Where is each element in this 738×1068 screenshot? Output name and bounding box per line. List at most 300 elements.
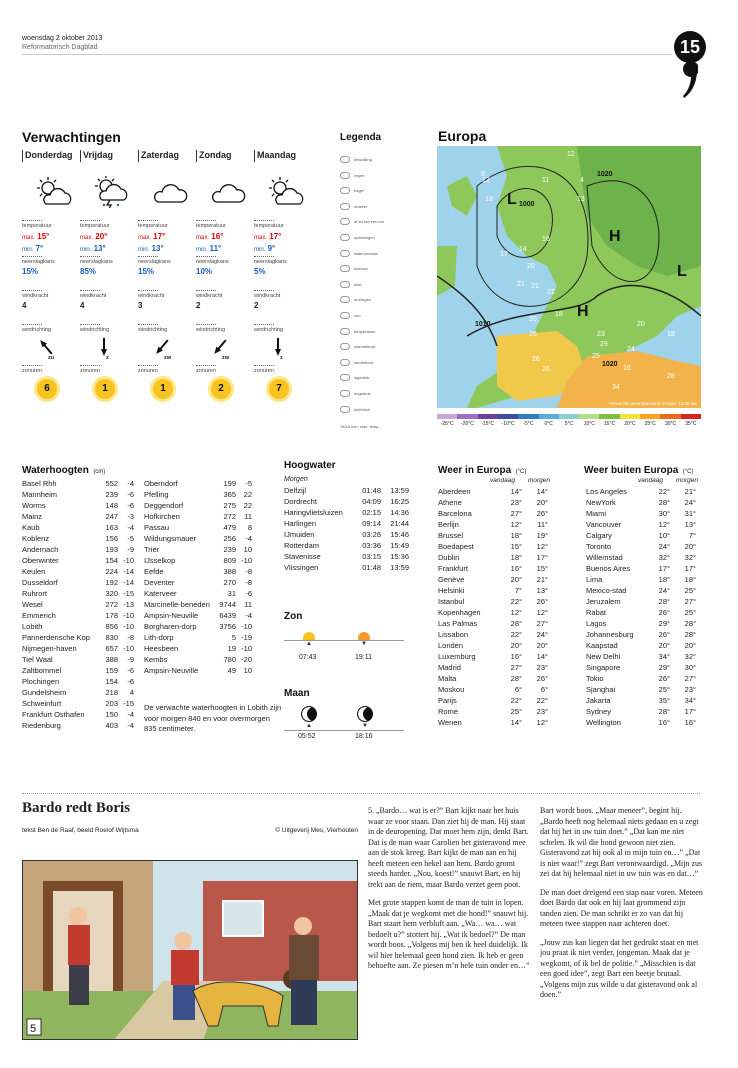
cell-value: 270 [223, 578, 236, 587]
map-temp: 12 [482, 177, 490, 184]
table-row [586, 640, 698, 651]
table-row [438, 508, 550, 519]
cell-name: Los Angeles [586, 487, 627, 496]
table-row [438, 497, 550, 508]
cell-value: 27° [510, 509, 522, 518]
cell-value: -5 [127, 534, 134, 543]
table-row [438, 706, 550, 717]
legend-symbol-icon [340, 281, 350, 288]
map-svg [437, 146, 701, 408]
cell-value: 24° [658, 586, 670, 595]
sunset-arrow-icon: ▼ [361, 641, 367, 647]
cell-value: 6° [540, 685, 548, 694]
wind-label: windkracht [22, 290, 42, 299]
rain-label: neerslagkans [196, 256, 216, 265]
scale-label: 20°C [624, 421, 636, 427]
cell-value: -9 [127, 545, 134, 554]
table-row [22, 588, 134, 599]
scale-label: 35°C [685, 421, 697, 427]
legend-symbol-icon [340, 390, 350, 397]
cell-value: 30° [658, 509, 670, 518]
moonset-time: 18:16 [355, 733, 373, 740]
europe-weather-map [437, 146, 701, 408]
table-row [438, 673, 550, 684]
cell-name: Aberdeen [438, 487, 471, 496]
cell-name: Katerveer [144, 589, 177, 598]
cell-name: Harlingen [284, 519, 317, 528]
cell-name: Wenen [438, 718, 462, 727]
cell-value: 34° [684, 696, 696, 705]
cell-name: Borgharen-dorp [144, 622, 197, 631]
cell-value: -9 [127, 655, 134, 664]
table-row [144, 643, 252, 654]
rain-label: neerslagkans [254, 256, 274, 265]
table-row [438, 629, 550, 640]
cell-value: 15:36 [390, 552, 409, 561]
cell-name: Lobith [22, 622, 43, 631]
cell-value: 479 [223, 523, 236, 532]
sunset-icon [358, 632, 370, 640]
cell-value: 856 [105, 622, 118, 631]
cell-value: 5 [231, 633, 236, 642]
cell-name: Brussel [438, 531, 464, 540]
cell-name: Wesel [22, 600, 43, 609]
map-temp: 12 [567, 151, 575, 158]
cell-value: 20° [658, 641, 670, 650]
map-temp: 26 [529, 331, 537, 338]
cell-name: Mainz [22, 512, 43, 521]
moonrise-icon [301, 706, 317, 722]
cell-value: 49 [227, 666, 236, 675]
cell-value: 01:48 [362, 486, 381, 495]
cell-value: 18° [510, 531, 522, 540]
table-row [144, 511, 252, 522]
cell-value: 10 [243, 666, 252, 675]
cell-value: 16:25 [390, 497, 409, 506]
cell-name: Sjanghai [586, 685, 616, 694]
cell-value: -6 [127, 490, 134, 499]
cell-value: -20 [241, 655, 252, 664]
cell-name: Kaub [22, 523, 40, 532]
cell-value: 218 [105, 688, 118, 697]
table-row [438, 563, 550, 574]
thunder-cloud-icon [92, 176, 137, 210]
max-temp [196, 232, 253, 241]
scale-swatch [579, 414, 599, 419]
cell-name: Worms [22, 501, 46, 510]
sun-hours-wrap [269, 379, 311, 399]
cell-value: -10 [123, 622, 134, 631]
legend-symbol-icon [340, 343, 350, 350]
table-row [22, 654, 134, 665]
table-row [22, 665, 134, 676]
scale-label: 5°C [564, 421, 574, 427]
cell-name: Oberwinter [22, 556, 59, 565]
legend-temp-format: 18/16 min. max. temp. [340, 424, 380, 429]
cell-name: Buenos Aires [586, 564, 631, 573]
cell-value: 11 [244, 512, 252, 521]
cell-name: Ruhrort [22, 589, 48, 598]
cell-value: 26° [536, 509, 548, 518]
table-row [438, 640, 550, 651]
cell-value: -8 [245, 567, 252, 576]
rain-label: neerslagkans [138, 256, 158, 265]
cell-value: 20° [684, 542, 696, 551]
cell-value: 28° [658, 597, 670, 606]
sun-cloud-icon [34, 176, 79, 210]
high-pressure-label: H [609, 228, 621, 245]
cell-value: -8 [245, 578, 252, 587]
legend-label: bewolking [354, 157, 372, 162]
cell-value: 27° [510, 663, 522, 672]
cell-value: 25° [684, 586, 696, 595]
cell-name: Malta [438, 674, 457, 683]
legend-item [340, 281, 361, 288]
cell-value: 22° [510, 696, 522, 705]
cell-name: Zaltbommel [22, 666, 62, 675]
sun-hours-value: 6 [37, 379, 57, 399]
table-row [22, 643, 134, 654]
cell-value: 28° [658, 498, 670, 507]
wind-dir-value: zu [48, 355, 55, 361]
table-row [438, 695, 550, 706]
legend-item [340, 312, 360, 319]
cell-value: 01:48 [362, 563, 381, 572]
legend-symbol-icon [340, 374, 350, 381]
rain-label: neerslagkans [80, 256, 100, 265]
cell-value: 16° [510, 564, 522, 573]
table-row [144, 544, 252, 555]
legend-symbol-icon [340, 234, 350, 241]
weather-eu-heading [438, 460, 526, 478]
table-row [144, 665, 252, 676]
table-row [586, 673, 698, 684]
cell-name: Singapore [586, 663, 621, 672]
sun-label: zonuren [254, 365, 274, 374]
low-pressure-label: L [507, 191, 517, 208]
legend-label: regen [354, 172, 365, 178]
cell-value: 04:09 [362, 497, 381, 506]
cell-value: 13:59 [390, 486, 409, 495]
table-row [22, 599, 134, 610]
table-row [144, 654, 252, 665]
table-row [586, 651, 698, 662]
wind-value: 2 [254, 301, 259, 310]
cell-value: -6 [127, 501, 134, 510]
cell-name: Tokio [586, 674, 604, 683]
tide-sub: Morgen [284, 476, 308, 483]
cell-name: Haringvlietsluizen [284, 508, 343, 517]
cell-value: 31° [684, 509, 696, 518]
water-note: De verwachte waterhoogten in Lobith zijn voor morgen 840 en voor overmorgen 835 centimeter. [144, 703, 282, 733]
cell-name: Pannerdensche Kop [22, 633, 90, 642]
cell-value: 403 [105, 721, 118, 730]
cell-name: Hofkirchen [144, 512, 180, 521]
rain-value: 5% [254, 267, 266, 276]
cell-name: Toronto [586, 542, 612, 551]
legend-title: Legenda [340, 132, 382, 143]
cell-value: 275 [223, 501, 236, 510]
table-row [22, 687, 134, 698]
cell-name: Kembs [144, 655, 168, 664]
sun-hours-wrap [95, 379, 137, 399]
cell-value: -6 [127, 666, 134, 675]
cell-name: Kopenhagen [438, 608, 481, 617]
table-row [438, 717, 550, 728]
max-value: 17° [153, 232, 166, 241]
weather-eu-title: Weer in Europa [438, 465, 512, 476]
cell-name: Istanbul [438, 597, 465, 606]
table-row [438, 486, 550, 497]
cell-value: 388 [223, 567, 236, 576]
map-temp: 13 [485, 196, 493, 203]
legend-symbol-icon [340, 312, 350, 319]
table-row [22, 500, 134, 511]
cell-name: Lith-dorp [144, 633, 174, 642]
cell-name: Berlijn [438, 520, 459, 529]
cell-value: 388 [105, 655, 118, 664]
cell-name: Jakarta [586, 696, 611, 705]
table-row [284, 551, 409, 562]
day-name: Zondag [196, 150, 253, 162]
table-row [144, 610, 252, 621]
cell-value: 239 [105, 490, 118, 499]
max-temp [138, 232, 195, 241]
cell-name: Nijmegen-haven [22, 644, 77, 653]
cell-value: 23° [510, 498, 522, 507]
table-row [586, 552, 698, 563]
cell-value: 22° [658, 487, 670, 496]
cell-value: 12° [536, 718, 548, 727]
cell-name: Andernach [22, 545, 59, 554]
water-table-right [144, 478, 252, 676]
wind-arrow-icon [36, 337, 56, 357]
table-row [22, 533, 134, 544]
cell-value: -4 [245, 534, 252, 543]
cell-name: Athene [438, 498, 462, 507]
cell-value: 154 [105, 677, 118, 686]
map-temp: 18 [667, 331, 675, 338]
cell-name: Lima [586, 575, 603, 584]
cell-name: Riedenburg [22, 721, 61, 730]
story-column-1 [368, 806, 531, 972]
cell-value: 20° [536, 498, 548, 507]
cell-value: -14 [123, 567, 134, 576]
cell-value: -15 [123, 589, 134, 598]
legend-symbol-icon [340, 156, 350, 163]
cell-value: 20° [684, 641, 696, 650]
cell-value: 13:59 [390, 563, 409, 572]
cell-value: 21:44 [390, 519, 409, 528]
day-name: Zaterdag [138, 150, 195, 162]
cell-value: 178 [105, 611, 118, 620]
high-pressure-label: H [577, 303, 589, 320]
legend-item [340, 187, 364, 194]
cell-value: 154 [105, 556, 118, 565]
max-temp [80, 232, 137, 241]
min-temp [196, 244, 253, 253]
cell-name: Basel Rhh [22, 479, 57, 488]
table-row [284, 540, 409, 551]
cell-name: Heesbeen [144, 644, 179, 653]
water-table-left [22, 478, 134, 731]
cell-value: -4 [127, 710, 134, 719]
cell-name: Koblenz [22, 534, 50, 543]
cell-name: Frankfurt [438, 564, 469, 573]
map-temp: 26 [532, 356, 540, 363]
cell-value: 28° [658, 707, 670, 716]
table-row [438, 541, 550, 552]
cell-value: 21° [684, 487, 696, 496]
story-column-2 [540, 806, 703, 1001]
tide-table [284, 485, 409, 573]
cell-name: Moskou [438, 685, 465, 694]
temp-label: temperatuur [254, 220, 274, 229]
cell-value: -10 [123, 611, 134, 620]
cell-value: -14 [123, 578, 134, 587]
temp-label: temperatuur [80, 220, 100, 229]
min-value: 13° [151, 244, 164, 253]
legend-label: opklaringen [354, 235, 375, 240]
cell-value: 16° [510, 652, 522, 661]
table-row [22, 698, 134, 709]
legend-item [340, 156, 372, 163]
cell-value: 24° [684, 498, 696, 507]
day-name: Vrijdag [80, 150, 137, 162]
sun-hours-wrap [153, 379, 195, 399]
header-date: woensdag 2 oktober 2013 [22, 35, 103, 42]
sunrise-icon [303, 632, 315, 640]
legend-item [340, 203, 367, 210]
cell-value: 12° [658, 520, 670, 529]
cell-name: Rabat [586, 608, 607, 617]
scale-swatch [559, 414, 579, 419]
table-row [22, 522, 134, 533]
scale-label: -10°C [501, 421, 515, 427]
table-row [284, 518, 409, 529]
cell-name: Dordrecht [284, 497, 317, 506]
cell-value: 192 [105, 578, 118, 587]
cell-value: 22° [510, 630, 522, 639]
cell-value: 17° [684, 707, 696, 716]
cell-value: 15° [536, 564, 548, 573]
scale-label: -15°C [481, 421, 495, 427]
max-value: 15° [37, 232, 50, 241]
min-temp [80, 244, 137, 253]
day-name: Donderdag [22, 150, 79, 162]
cell-value: 32° [658, 553, 670, 562]
table-row [144, 522, 252, 533]
cell-value: 148 [105, 501, 118, 510]
cell-value: 26° [536, 674, 548, 683]
legend-symbol-icon [340, 203, 350, 210]
table-row [586, 684, 698, 695]
cell-value: 6439 [219, 611, 236, 620]
cell-name: Marcinelle-beneden [144, 600, 210, 609]
cell-value: 830 [105, 633, 118, 642]
map-temp: 11 [542, 177, 550, 184]
cell-value: 150 [105, 710, 118, 719]
cell-value: 22 [243, 490, 252, 499]
cell-value: 17° [536, 553, 548, 562]
weather-out-colheads [638, 477, 698, 484]
legend-label: af en toe een bui [354, 219, 384, 225]
moonrise-time: 05:52 [298, 733, 316, 740]
cell-value: 24° [536, 630, 548, 639]
min-value: 11° [209, 244, 222, 253]
cell-value: 31 [227, 589, 236, 598]
cell-value: 20° [510, 641, 522, 650]
cell-name: Rotterdam [284, 541, 320, 550]
legend-symbol-icon [340, 265, 350, 272]
table-row [22, 621, 134, 632]
sunset-time: 19:11 [355, 654, 372, 661]
max-temp [254, 232, 311, 241]
legend-item [340, 234, 375, 241]
weather-eu-unit: (°C) [515, 469, 527, 475]
weather-out-table [586, 486, 698, 728]
scale-label: 10°C [583, 421, 595, 427]
wind-value: 3 [138, 301, 143, 310]
temp-label: temperatuur [138, 220, 158, 229]
scale-swatch [599, 414, 619, 419]
table-row [144, 632, 252, 643]
wind-value: 2 [196, 301, 201, 310]
story-paragraph: Bart wordt boos. „Maar meneer”, begint hij. „Bardo heeft nog helemaal niets gedaan en u zegt dat hij het in uw tuin doet.” „Dat kan me niet schelen. Ik wil die hond gewoon niet zien. Gisteravond zat hij ook al in mijn tuin en…” „Dat is niet waar!” zegt Bart verontwaardigd. „Mijn zus zei dat hij helemaal niet in uw tuin was en dat…” [540, 806, 703, 878]
cell-value: 28° [510, 619, 522, 628]
cell-value: 159 [105, 666, 118, 675]
cell-value: 272 [105, 600, 118, 609]
min-value: 7° [35, 244, 44, 253]
header-paper: Reformatorisch Dagblad [22, 44, 98, 51]
section-divider [22, 793, 700, 794]
cell-name: Lagos [586, 619, 607, 628]
legend-item [340, 265, 368, 272]
sun-hours-value: 1 [95, 379, 115, 399]
legend-symbol-icon [340, 359, 350, 366]
cell-value: 7° [514, 586, 522, 595]
cell-name: Wellington [586, 718, 621, 727]
cell-value: 8 [247, 523, 252, 532]
max-label: max. [138, 235, 152, 241]
map-temp: 21 [531, 283, 539, 290]
sun-hours-value: 2 [211, 379, 231, 399]
cell-value: -8 [127, 633, 134, 642]
wind-value: 4 [80, 301, 85, 310]
cell-value: 20° [510, 575, 522, 584]
legend-label: motregen [354, 297, 371, 303]
cell-value: -4 [127, 721, 134, 730]
table-row [586, 607, 698, 618]
cell-name: Ampsin-Neuville [144, 666, 199, 675]
cell-value: 320 [105, 589, 118, 598]
forecast-day-2 [138, 150, 195, 420]
cell-name: Ampsin-Neuville [144, 611, 199, 620]
min-temp [138, 244, 195, 253]
scale-swatch [518, 414, 538, 419]
cell-value: 19 [227, 644, 236, 653]
rain-value: 10% [196, 267, 213, 276]
table-row [586, 706, 698, 717]
cell-name: Deggendorf [144, 501, 184, 510]
table-row [22, 676, 134, 687]
weather-out-heading [584, 460, 693, 478]
cell-value: 247 [105, 512, 118, 521]
table-row [586, 497, 698, 508]
cell-value: 193 [105, 545, 118, 554]
scale-label: 25°C [644, 421, 656, 427]
cell-value: 30° [684, 663, 696, 672]
